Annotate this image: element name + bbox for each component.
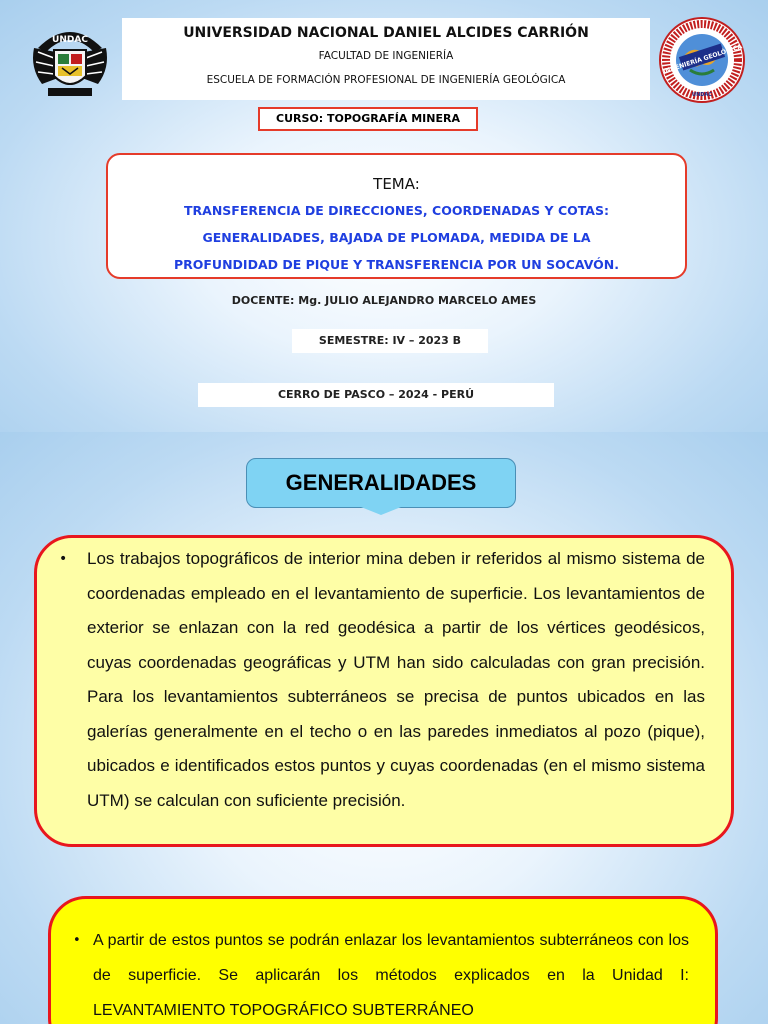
title-pointer (361, 507, 401, 515)
institution-header (122, 18, 650, 100)
topic-line: PROFUNDIDAD DE PIQUE Y TRANSFERENCIA POR UN SOCAVÓN. (173, 257, 619, 272)
paragraph-1: Los trabajos topográficos de interior mina deben ir referidos al mismo sistema de coordenadas empleado en el levantamiento de superficie. Los levantamientos de exterior se enlazan con la red geodésica a partir de los vértices geodésicos, cuyas coordenadas geográficas y UTM han sido calculadas con gran precisión. Para los levantamientos subterráneos se precisa de puntos ubicados en las galerías generalmente en el techo o en las paredes inmediatos al pozo (pique), ubicados e identificados estos puntos y cuyas coordenadas (en el mismo sistema UTM) se calculan con suficiente precisión. (87, 549, 705, 810)
topic-box (106, 153, 687, 279)
school-name: ESCUELA DE FORMACIÓN PROFESIONAL DE INGENIERÍA GEOLÓGICA (206, 74, 566, 86)
geology-school-logo (656, 16, 748, 104)
topic-text (108, 197, 685, 278)
logo-right-bottom-text: UNDAC (692, 92, 712, 98)
paragraph-2: A partir de estos puntos se podrán enlazar los levantamientos subterráneos con los de superficie. Se aplicarán los métodos explicados en la Unidad I: LEVANTAMIENTO TOPOGRÁFICO SUBTERRÁNEO (93, 932, 689, 1019)
content-box-1 (34, 535, 734, 847)
topic-label: TEMA: (373, 175, 420, 193)
title-slide (0, 0, 768, 432)
bullet-icon: • (73, 933, 81, 948)
content-slide (0, 432, 768, 1024)
undac-logo (28, 18, 112, 102)
place-date-label: CERRO DE PASCO – 2024 - PERÚ (198, 383, 554, 407)
faculty-name: FACULTAD DE INGENIERÍA (318, 50, 454, 62)
course-label: CURSO: TOPOGRAFÍA MINERA (258, 107, 478, 131)
topic-line: TRANSFERENCIA DE DIRECCIONES, COORDENADAS Y COTAS: (184, 203, 609, 218)
content-box-2 (48, 896, 718, 1024)
teacher-name: DOCENTE: Mg. JULIO ALEJANDRO MARCELO AMES (231, 294, 537, 307)
semester-label: SEMESTRE: IV – 2023 B (292, 329, 488, 353)
section-title: GENERALIDADES (246, 458, 516, 508)
logo-left-text: UNDAC (52, 35, 88, 45)
topic-line: GENERALIDADES, BAJADA DE PLOMADA, MEDIDA DE LA (202, 230, 591, 245)
logo-right-text: INGENIERÍA GEOLÓGICA (662, 43, 744, 76)
bullet-icon: • (59, 551, 68, 567)
university-name: UNIVERSIDAD NACIONAL DANIEL ALCIDES CARRIÓN (183, 25, 589, 41)
